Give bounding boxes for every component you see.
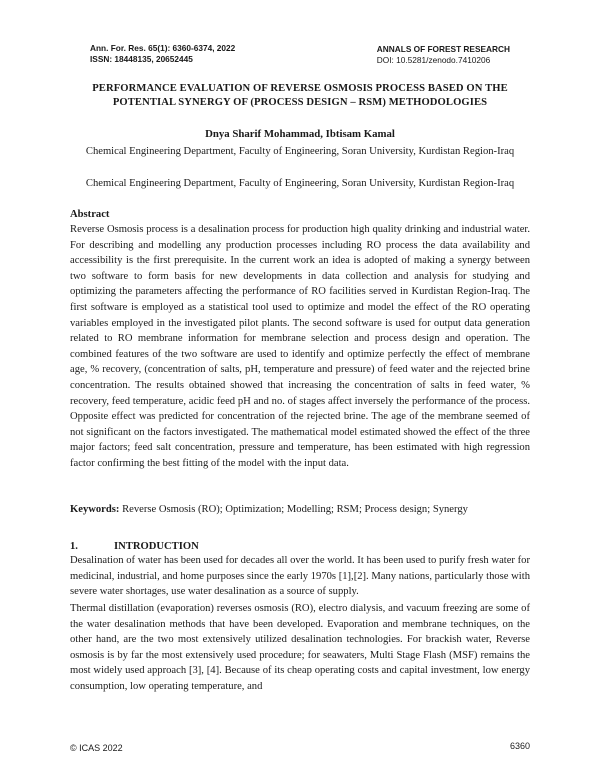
copyright: © ICAS 2022 — [70, 743, 123, 753]
abstract-heading: Abstract — [70, 209, 110, 220]
journal-name: ANNALS OF FOREST RESEARCH — [376, 44, 510, 54]
introduction-paragraph-1: Desalination of water has been used for decades all over the world. It has been used to purify fresh water for medicinal, industrial, and home purposes since the early 1970s [1],[2]. Many nations, particularly those with severe water shortages, use water desalination as a source of supply. — [70, 555, 530, 598]
introduction-paragraph-2: Thermal distillation (evaporation) reverses osmosis (RO), electro dialysis, and vacuum freezing are some of the water desalination methods that have been developed. Evaporation and membrane techniques, on the other hand, are the two most extensively utilized desalination technologies. For brackish water, Reverse osmosis is by far the most extensively used procedure; for seawaters, Multi Stage Flash (MSF) remains the most widely used approach [3], [4]. Because of its cheap operating costs and capital investment, low energy consumption, low operating temperature, and — [70, 603, 530, 692]
journal-reference: Ann. For. Res. 65(1): 6360-6374, 2022 — [90, 43, 236, 53]
keywords-label: Keywords: — [70, 504, 120, 515]
keywords — [70, 502, 530, 518]
section-number: 1. — [70, 541, 78, 552]
issn: ISSN: 18448135, 20652445 — [90, 54, 193, 64]
affiliation-2: Chemical Engineering Department, Faculty of Engineering, Soran University, Kurdistan Region-Iraq — [85, 178, 515, 189]
journal-header-left — [90, 43, 235, 65]
doi: DOI: 10.5281/zenodo.7410206 — [376, 55, 491, 65]
section-title: INTRODUCTION — [114, 541, 199, 552]
paper-title: PERFORMANCE EVALUATION OF REVERSE OSMOSIS PROCESS BASED ON THE POTENTIAL SYNERGY OF (PROCESS DESIGN – RSM) METHODOLOGIES — [92, 83, 508, 108]
keywords-text: Reverse Osmosis (RO); Optimization; Modelling; RSM; Process design; Synergy — [119, 504, 468, 515]
page-number: 6360 — [509, 741, 530, 751]
affiliation-1: Chemical Engineering Department, Faculty of Engineering, Soran University, Kurdistan Region-Iraq — [85, 146, 515, 157]
abstract-text: Reverse Osmosis process is a desalination process for production high quality drinking and industrial water. For describing and modelling any production processes including RO process the data availability and accessibility is the first prerequisite. In the current work an idea is adopted of making a synergy between two software to form basis for new developments in data collection and analysis for studying and optimizing the parameters affecting the performance of RO facilities served in Kurdistan Region-Iraq. The first software is employed as a statistical tool used to optimize and model the effect of the RO operating variables employed in the investigated pilot plants. The second software is used for output data generation related to RO membrane information for membrane selection and process design and operation. The combined features of the two software are used to identify and optimize perfectly the effect of membrane age, % recovery, (concentration of salts, pH, temperature and pressure) of feed water and the rejected brine concentration. The results obtained showed that increasing the concentration of salts in feed water, % recovery, feed temperature, acidic feed pH and no. of stages affect inversely the performance of the process. Opposite effect was predicted for concentration of the rejected brine. The age of the membrane seemed of not significant on the factors investigated. The mathematical model estimated showed the effect of the three major factors; feed salt concentration, pressure and temperature, has been estimated with high regression factor confirming the best fitting of the model with the input data. — [70, 224, 530, 469]
authors: Dnya Sharif Mohammad, Ibtisam Kamal — [205, 128, 395, 140]
journal-header-right — [377, 44, 510, 66]
